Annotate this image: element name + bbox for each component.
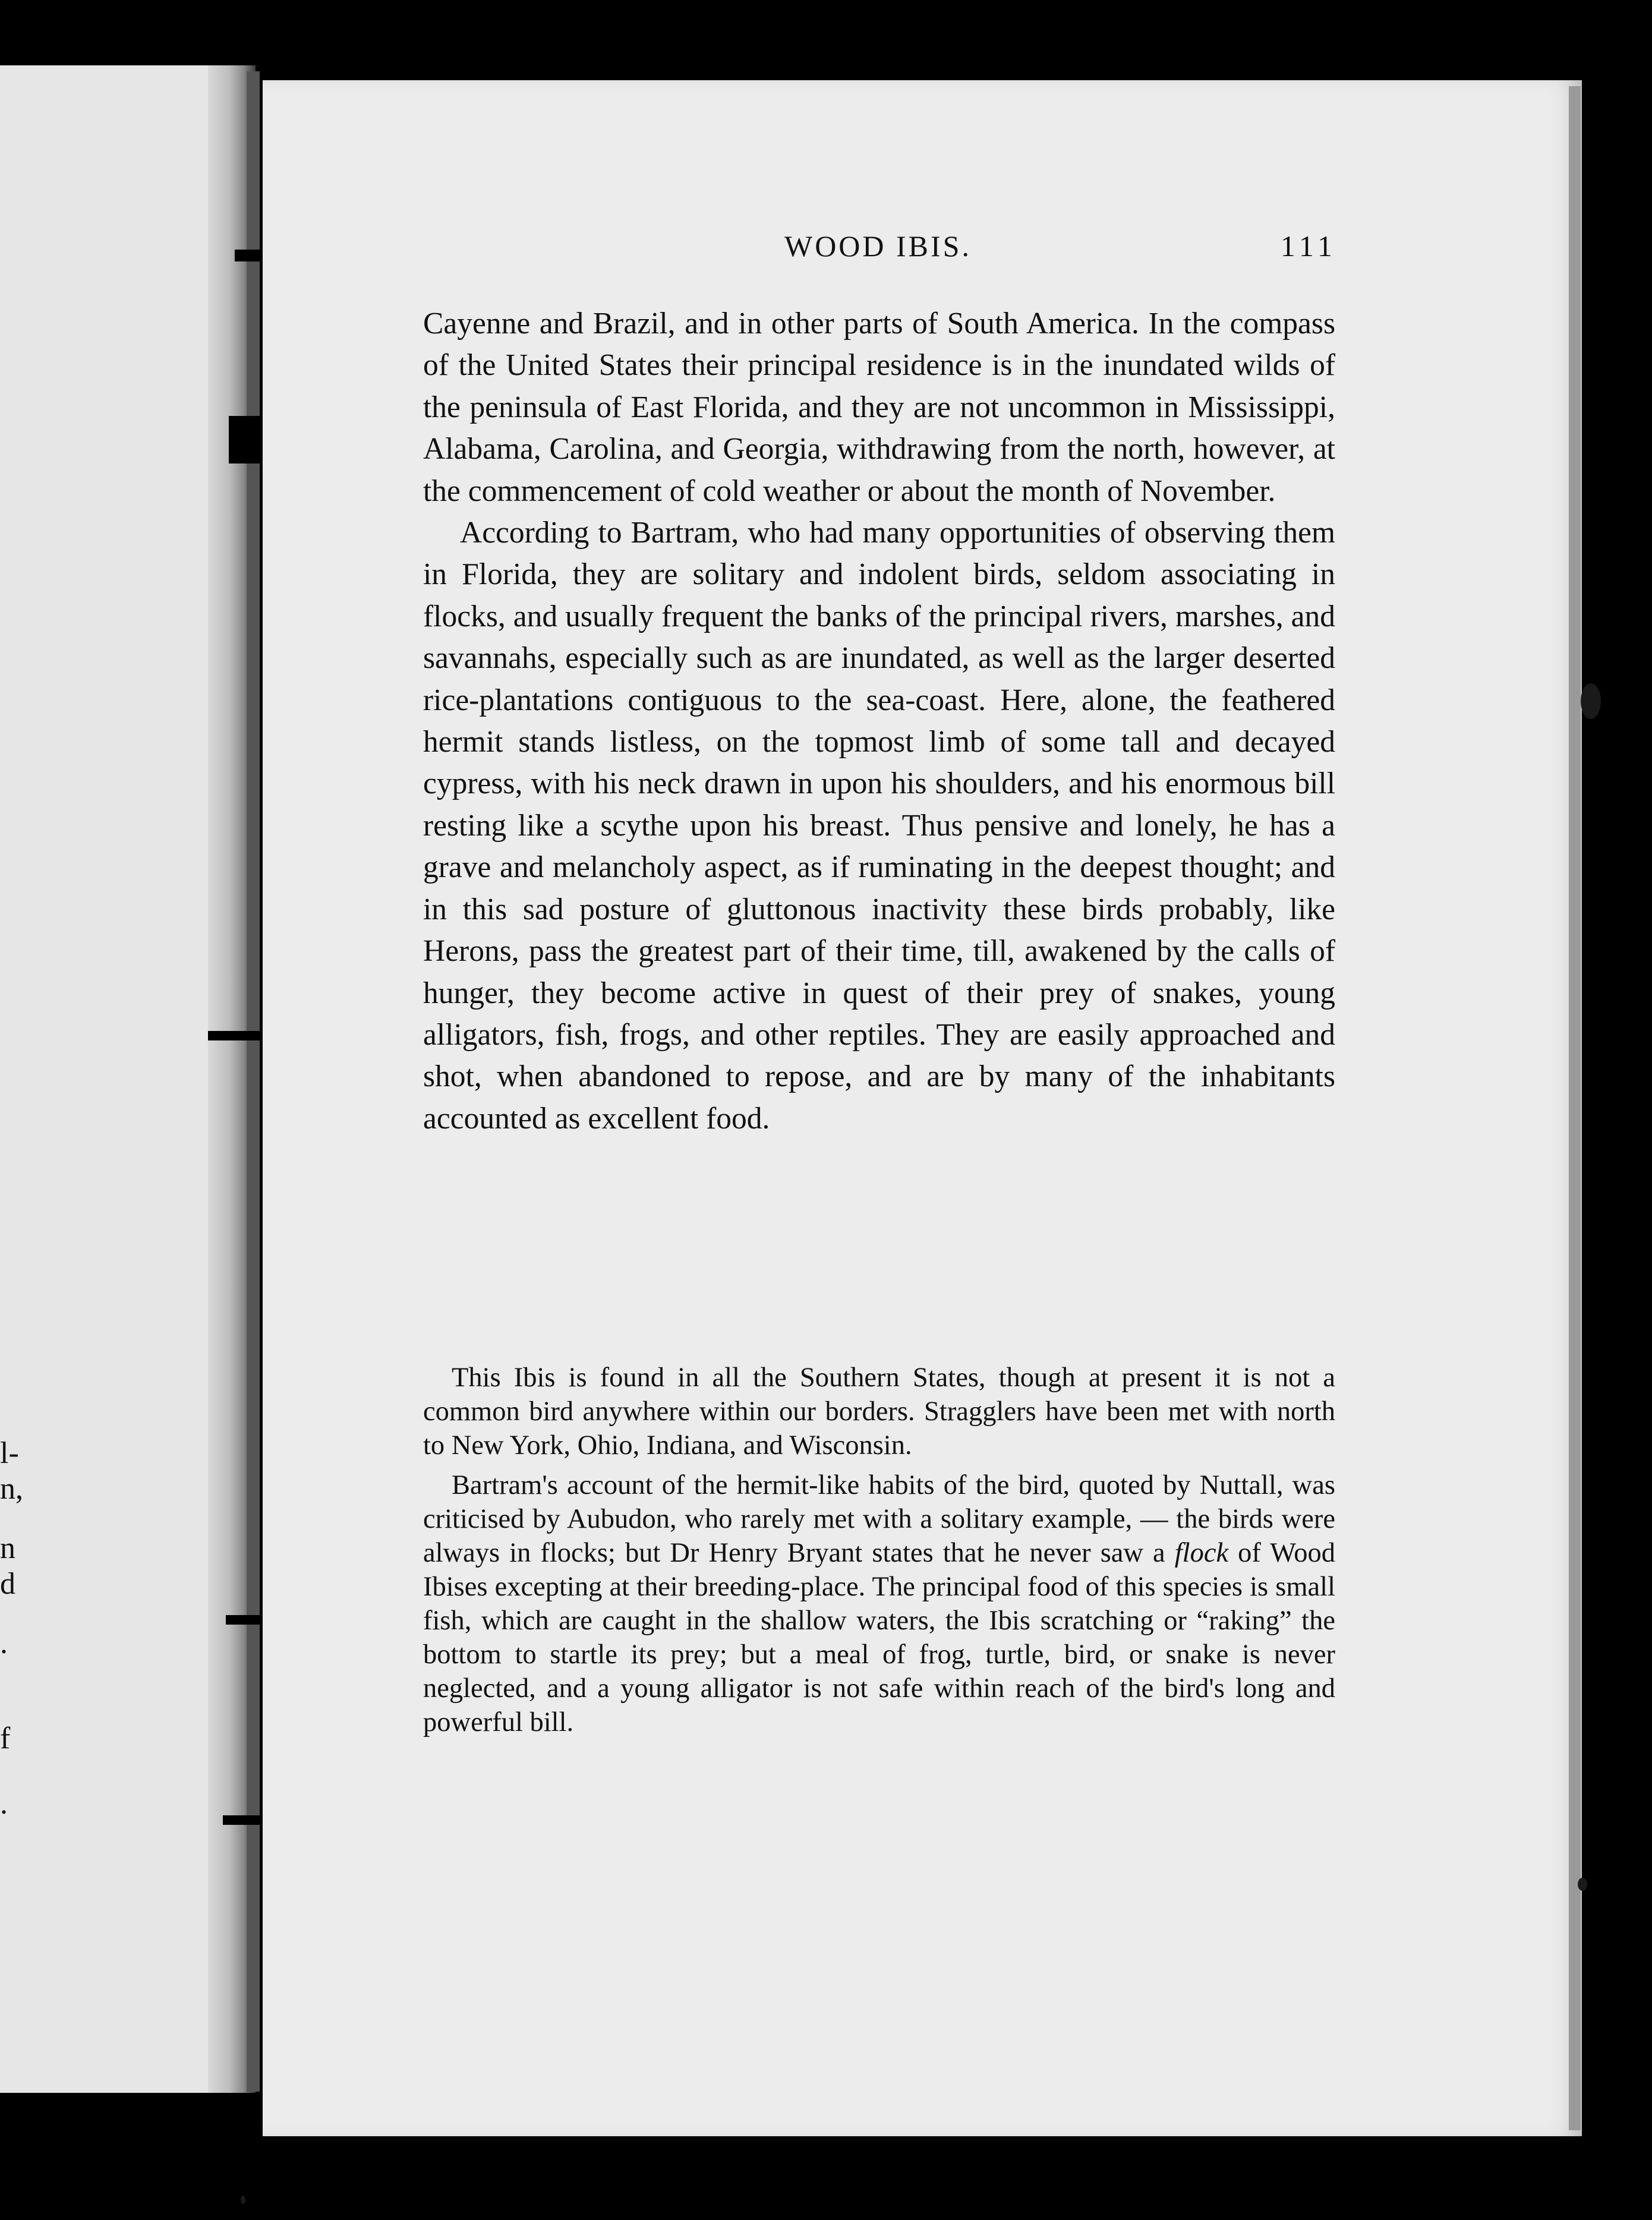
binding-stitch <box>229 416 261 463</box>
editor-note-block <box>423 1361 1335 1739</box>
main-paragraph: According to Bartram, who had many opportunities of observing them in Florida, they are solitary and indolent birds, seldom associating in flocks, and usually frequent the banks of the principal rivers, marshes, and savannahs, especially such as are inundated, as well as the larger deserted rice-plantations contiguous to the sea-coast. Here, alone, the feathered hermit stands listless, on the topmost limb of some tall and decayed cypress, with his neck drawn in upon his shoulders, and his enormous bill resting like a scythe upon his breast. Thus pensive and lonely, he has a grave and melancholy aspect, as if ruminating in the deepest thought; and in this sad posture of gluttonous inactivity these birds probably, like Herons, pass the greatest part of their time, till, awakened by the calls of hunger, they become active in quest of their prey of snakes, young alligators, fish, frogs, and other reptiles. They are easily approached and shot, when abandoned to repose, and are by many of the inhabitants accounted as excellent food. <box>423 516 1335 1136</box>
main-paragraph: Cayenne and Brazil, and in other parts of South America. In the compass of the United States their principal residence is in the inundated wilds of the peninsula of East Florida, and they are not uncommon in Mississippi, Alabama, Carolina, and Georgia, withdrawing from the north, however, at the commencement of cold weather or about the month of November. <box>423 307 1335 508</box>
left-page-fragment: . <box>0 1626 8 1660</box>
note-paragraph: This Ibis is found in all the Southern States, though at present it is not a common bird anywhere within our borders. Stragglers have been met with north to New York, Ohio, Indiana, and Wisconsin. <box>423 1363 1335 1461</box>
scan-speck <box>1581 683 1601 719</box>
page-number: 111 <box>1280 229 1337 263</box>
left-page-fragment: n <box>0 1531 15 1565</box>
left-page-fragment: l- <box>0 1436 19 1470</box>
facing-page-left <box>0 65 226 2093</box>
main-text-block <box>423 303 1335 1140</box>
left-page-fragment: d <box>0 1567 15 1601</box>
scan-speck <box>1578 1878 1587 1891</box>
left-page-fragment: . <box>0 1787 8 1821</box>
left-page-fragment: n, <box>0 1472 23 1506</box>
running-head-title: WOOD IBIS. <box>784 229 972 263</box>
binding-stitch <box>226 1615 267 1625</box>
binding-stitch <box>223 1815 267 1825</box>
note-text-run: Bartram's account of the hermit-like habits of the bird, quoted by Nuttall, was criticised by Aubudon, who rarely met with a solitary example, — the birds were always in flocks; but Dr Henry Bryant states that he never saw a <box>423 1470 1335 1568</box>
left-page-fragment: f <box>0 1721 11 1755</box>
scan-speck <box>241 2196 245 2204</box>
italic-word: flock <box>1174 1538 1229 1568</box>
note-text-run: of Wood Ibises excepting at their breeding-place. The principal food of this species is small fish, which are caught in the shallow waters, the Ibis scratching or “raking” the bottom to startle its prey; but a meal of frog, turtle, bird, or snake is never neglected, and a young alligator is not safe within reach of the bird's long and powerful bill. <box>423 1538 1335 1737</box>
running-header <box>713 229 1337 270</box>
page-edge <box>1569 86 1581 2130</box>
binding-spine <box>247 71 260 2092</box>
binding-stitch <box>208 1031 261 1040</box>
note-paragraph <box>423 1468 1335 1739</box>
